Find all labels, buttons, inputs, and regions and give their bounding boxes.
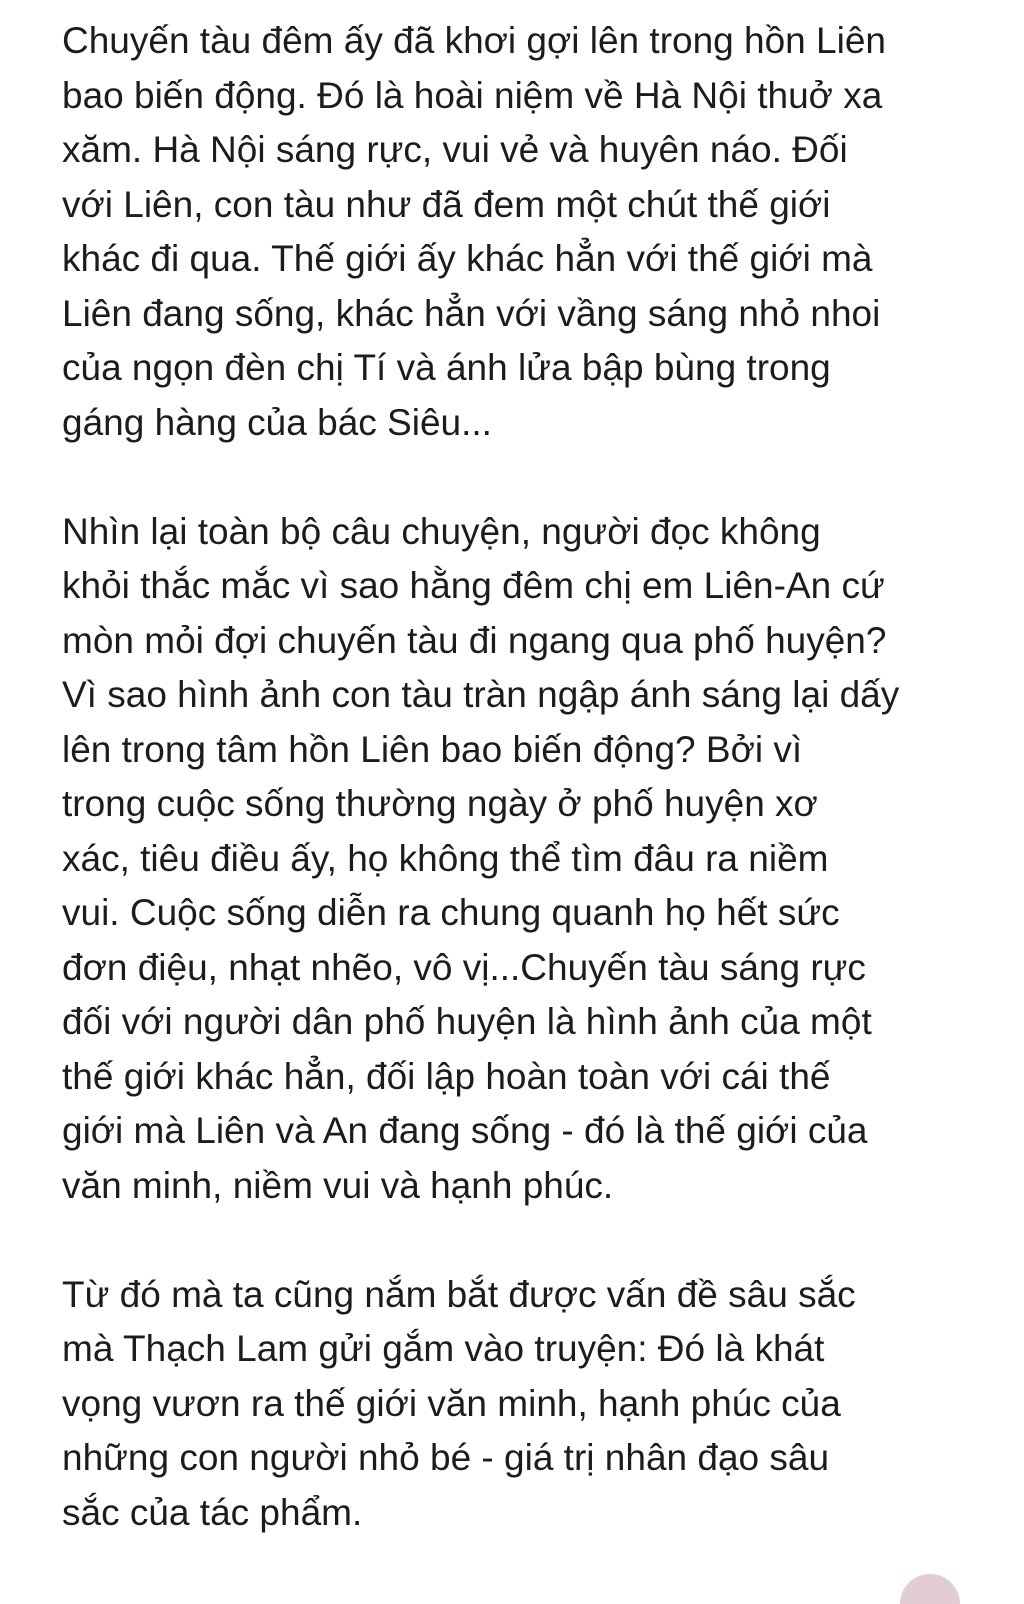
text-line: với Liên, con tàu như đã đem một chút thế giới [62,183,831,225]
paragraph-spacer [62,450,962,505]
text-line: thế giới khác hẳn, đối lập hoàn toàn với cái thế [62,1055,831,1097]
text-line: văn minh, niềm vui và hạnh phúc. [62,1164,614,1206]
text-line: khỏi thắc mắc vì sao hằng đêm chị em Liên-An cứ [62,565,885,606]
paragraph-spacer [62,1213,962,1268]
text-line: Nhìn lại toàn bộ câu chuyện, người đọc không [62,510,821,552]
text-line: Từ đó mà ta cũng nắm bắt được vấn đề sâu sắc [62,1273,856,1315]
document-body [62,14,962,1540]
text-line: xác, tiêu điều ấy, họ không thể tìm đâu ra niềm [62,837,829,879]
text-line: những con người nhỏ bé - giá trị nhân đạo sâu [62,1437,830,1478]
text-line: đối với người dân phố huyện là hình ảnh của một [62,1001,872,1042]
text-line: gáng hàng của bác Siêu... [62,401,492,443]
text-line: Liên đang sống, khác hẳn với vầng sáng nhỏ nhoi [62,292,881,334]
text-line: trong cuộc sống thường ngày ở phố huyện xơ [62,783,818,824]
paragraph-3 [62,1268,962,1541]
text-line: lên trong tâm hồn Liên bao biến động? Bởi vì [62,728,803,770]
text-line: của ngọn đèn chị Tí và ánh lửa bập bùng trong [62,347,831,388]
paragraph-2 [62,505,962,1214]
corner-button-edge [900,1574,960,1604]
text-line: Chuyến tàu đêm ấy đã khơi gợi lên trong hồn Liên [62,20,886,61]
text-line: Vì sao hình ảnh con tàu tràn ngập ánh sáng lại dấy [62,674,900,715]
text-line: đơn điệu, nhạt nhẽo, vô vị...Chuyến tàu sáng rực [62,946,866,988]
paragraph-1 [62,14,962,450]
text-line: mòn mỏi đợi chuyến tàu đi ngang qua phố huyện? [62,619,887,661]
text-line: khác đi qua. Thế giới ấy khác hẳn với thế giới mà [62,238,873,279]
text-line: giới mà Liên và An đang sống - đó là thế giới của [62,1110,868,1151]
text-line: mà Thạch Lam gửi gắm vào truyện: Đó là khát [62,1328,825,1369]
text-line: vọng vươn ra thế giới văn minh, hạnh phúc của [62,1382,841,1424]
text-line: sắc của tác phẩm. [62,1491,363,1533]
text-line: vui. Cuộc sống diễn ra chung quanh họ hết sức [62,892,840,933]
text-line: xăm. Hà Nội sáng rực, vui vẻ và huyên náo. Đối [62,129,848,170]
text-line: bao biến động. Đó là hoài niệm về Hà Nội thuở xa [62,74,883,116]
